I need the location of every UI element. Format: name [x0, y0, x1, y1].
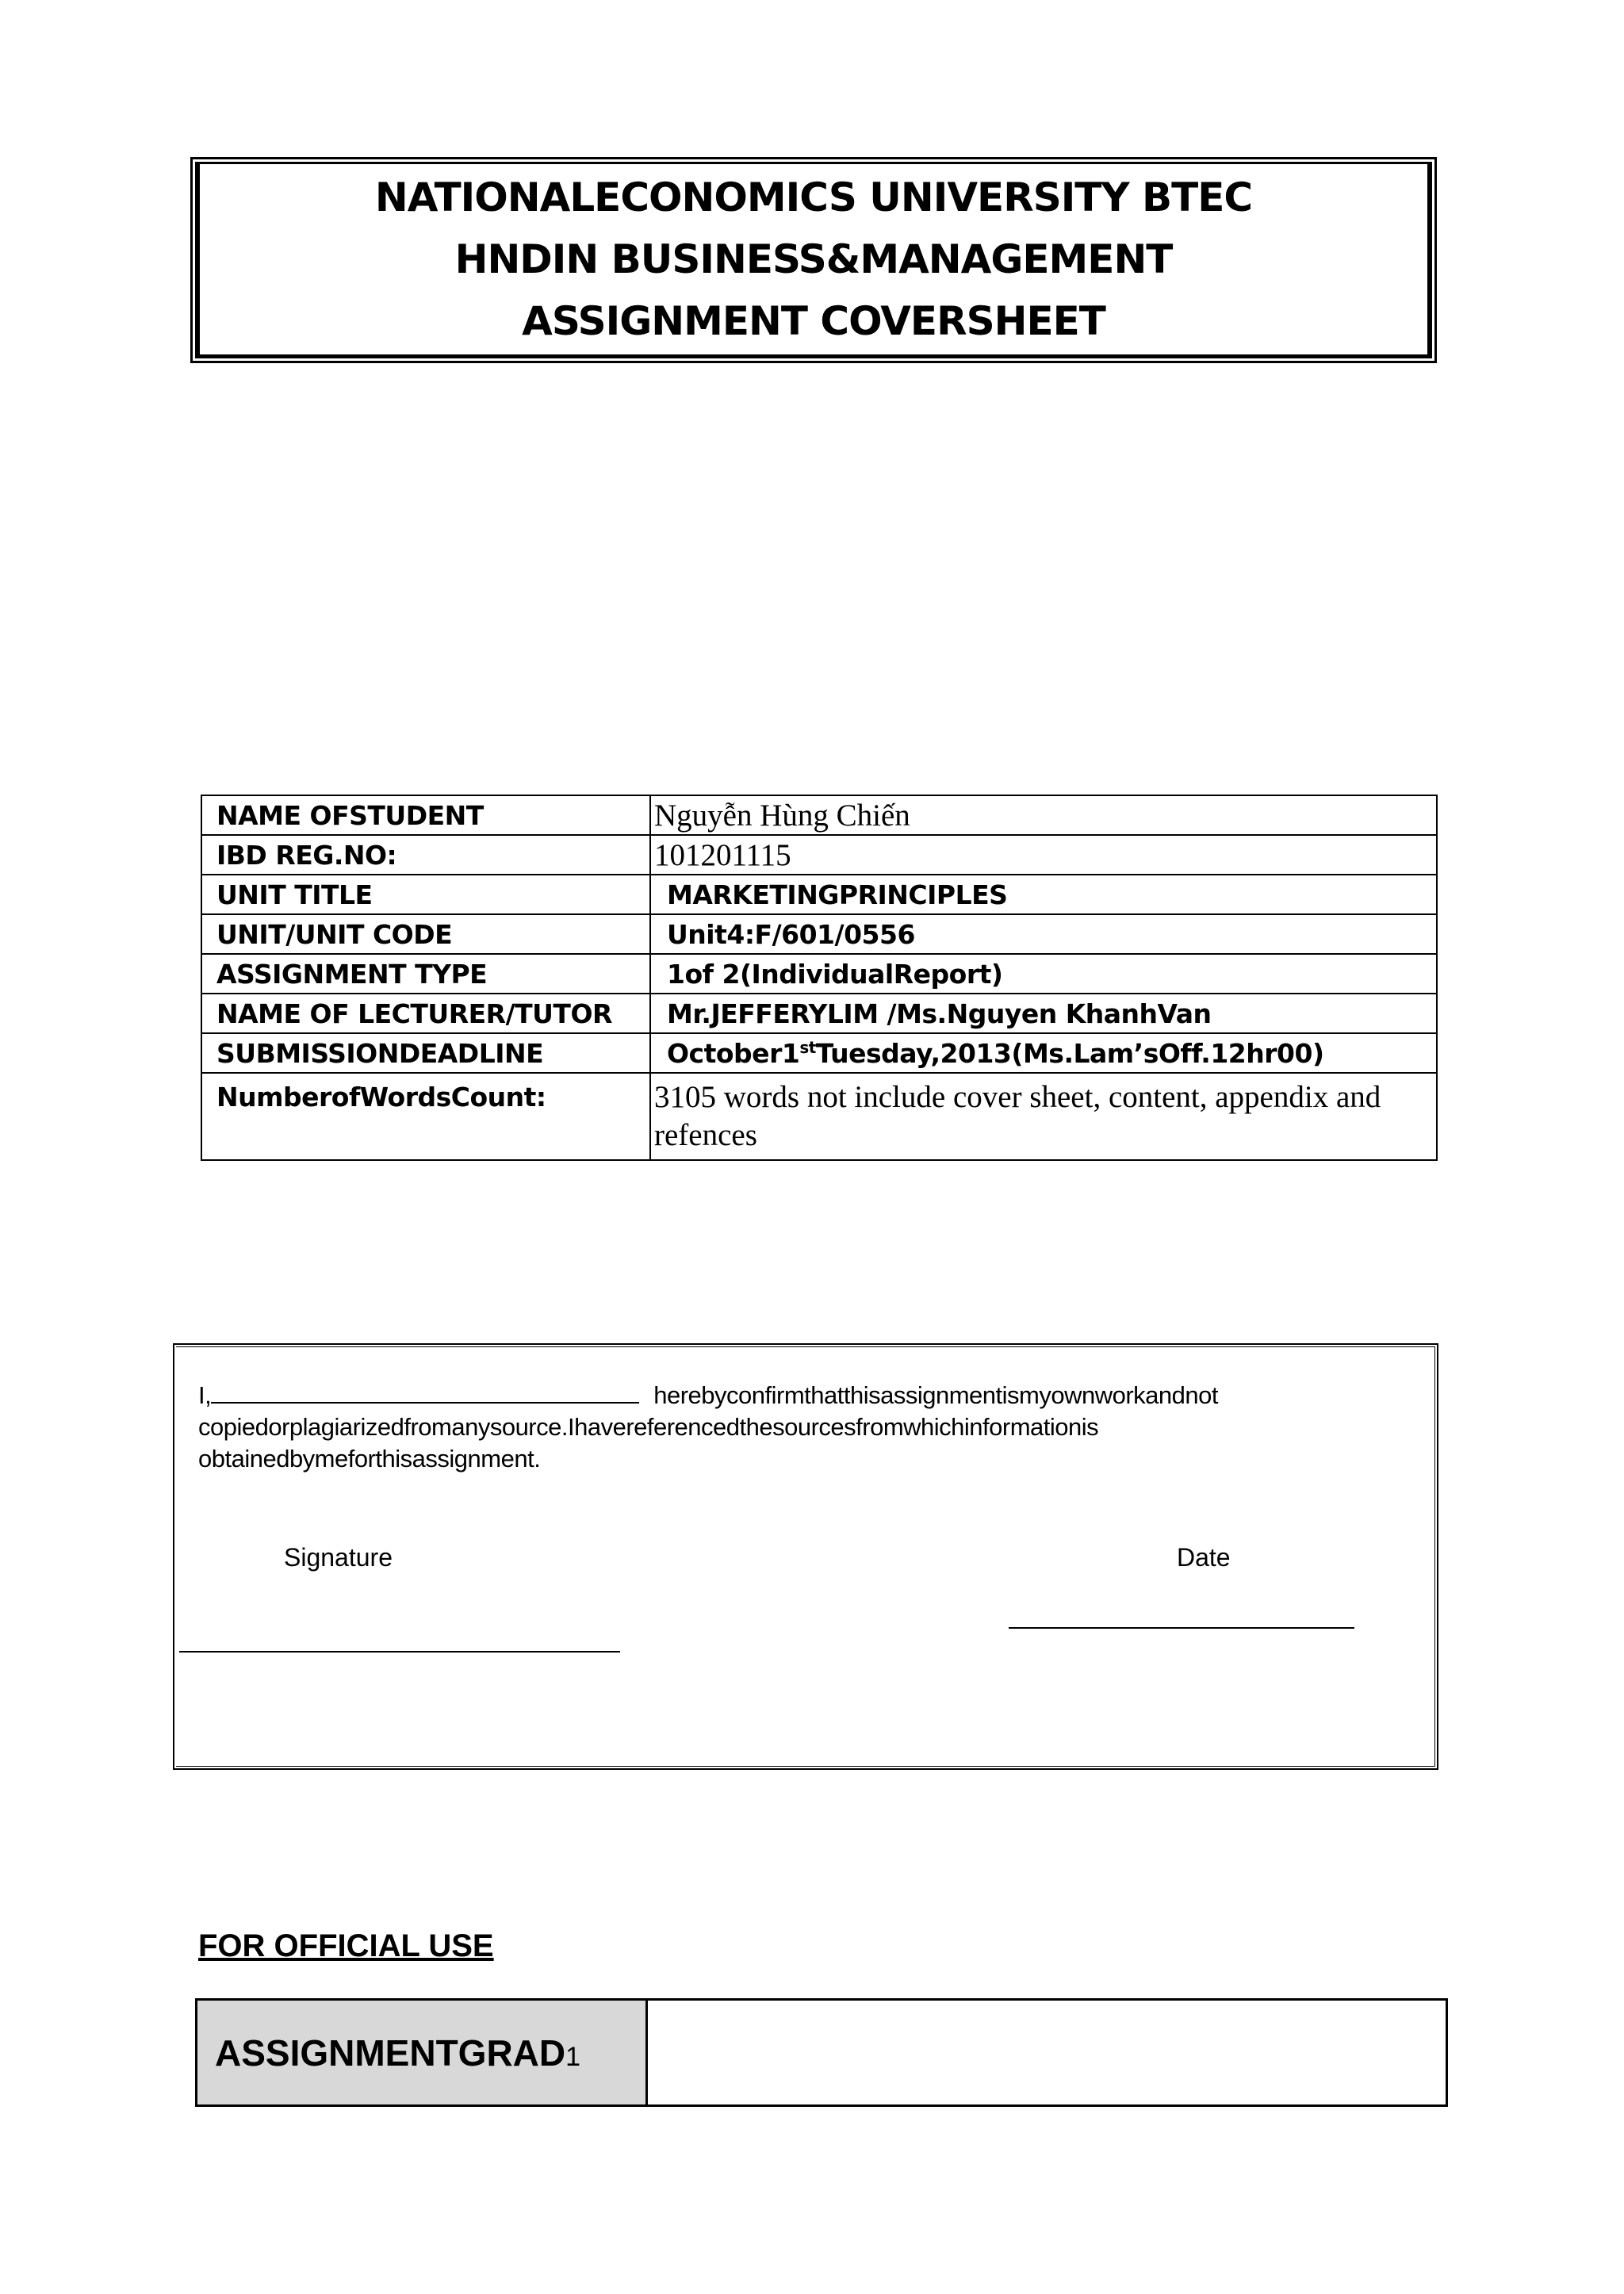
declaration-prefix: I,: [198, 1381, 212, 1409]
grade-label: [197, 2000, 647, 2106]
student-name-blank[interactable]: [211, 1380, 639, 1404]
table-row: [197, 2000, 1447, 2106]
deadline-sup: st: [799, 1037, 816, 1057]
table-row: [201, 795, 1437, 835]
table-row: [201, 1033, 1437, 1073]
deadline-value: [650, 1033, 1437, 1073]
table-row: [201, 994, 1437, 1033]
date-label: Date: [1177, 1543, 1231, 1572]
reg-no-label: IBD REG.NO:: [201, 835, 650, 875]
table-row: [201, 1073, 1437, 1160]
declaration-box: [173, 1343, 1438, 1770]
table-row: [201, 835, 1437, 875]
word-count-label: NumberofWordsCount:: [201, 1073, 650, 1160]
student-name-label: NAME OFSTUDENT: [201, 795, 650, 835]
deadline-prefix: October1: [667, 1037, 800, 1069]
official-use-heading: FOR OFFICIAL USE: [198, 1928, 494, 1963]
word-count-value: 3105 words not include cover sheet, content, appendix and refences: [650, 1073, 1437, 1160]
grade-label-text: ASSIGNMENTGRAD: [215, 2032, 566, 2074]
university-title: NATIONALECONOMICS UNIVERSITY BTEC: [374, 174, 1253, 220]
unit-title-label: UNIT TITLE: [201, 875, 650, 914]
student-info-table: [201, 795, 1438, 1161]
header-inner: [195, 162, 1432, 358]
grade-value[interactable]: [647, 2000, 1447, 2106]
student-name-value: Nguyễn Hùng Chiến: [650, 795, 1437, 835]
reg-no-value: 101201115: [650, 835, 1437, 875]
deadline-suffix: Tuesday,2013(Ms.Lam’sOff.12hr00): [815, 1037, 1324, 1069]
date-line[interactable]: [1009, 1627, 1354, 1629]
grade-table: [195, 1998, 1448, 2107]
lecturer-value: Mr.JEFFERYLIM /Ms.Nguyen KhanhVan: [650, 994, 1437, 1033]
assignment-type-value: 1of 2(IndividualReport): [650, 954, 1437, 994]
document-title: ASSIGNMENT COVERSHEET: [522, 298, 1105, 344]
unit-code-value: Unit4:F/601/0556: [650, 914, 1437, 954]
unit-title-value: MARKETINGPRINCIPLES: [650, 875, 1437, 914]
grade-label-suffix: 1: [565, 2041, 581, 2072]
lecturer-label: NAME OF LECTURER/TUTOR: [201, 994, 650, 1033]
table-row: [201, 954, 1437, 994]
assignment-type-label: ASSIGNMENT TYPE: [201, 954, 650, 994]
unit-code-label: UNIT/UNIT CODE: [201, 914, 650, 954]
program-title: HNDIN BUSINESS&MANAGEMENT: [454, 236, 1173, 282]
signature-line[interactable]: [179, 1651, 620, 1653]
declaration-text: [198, 1380, 1419, 1475]
signature-label: Signature: [284, 1543, 393, 1572]
declaration-body: herebyconfirmthatthisassignmentismyownworkandnot copiedorplagiarizedfromanysource.Ihavereferencedthesourcesfromwhichinformationis obtainedbymeforthisassignment.: [198, 1381, 1218, 1473]
deadline-label: SUBMISSIONDEADLINE: [201, 1033, 650, 1073]
table-row: [201, 914, 1437, 954]
table-row: [201, 875, 1437, 914]
header-box: [190, 157, 1437, 363]
